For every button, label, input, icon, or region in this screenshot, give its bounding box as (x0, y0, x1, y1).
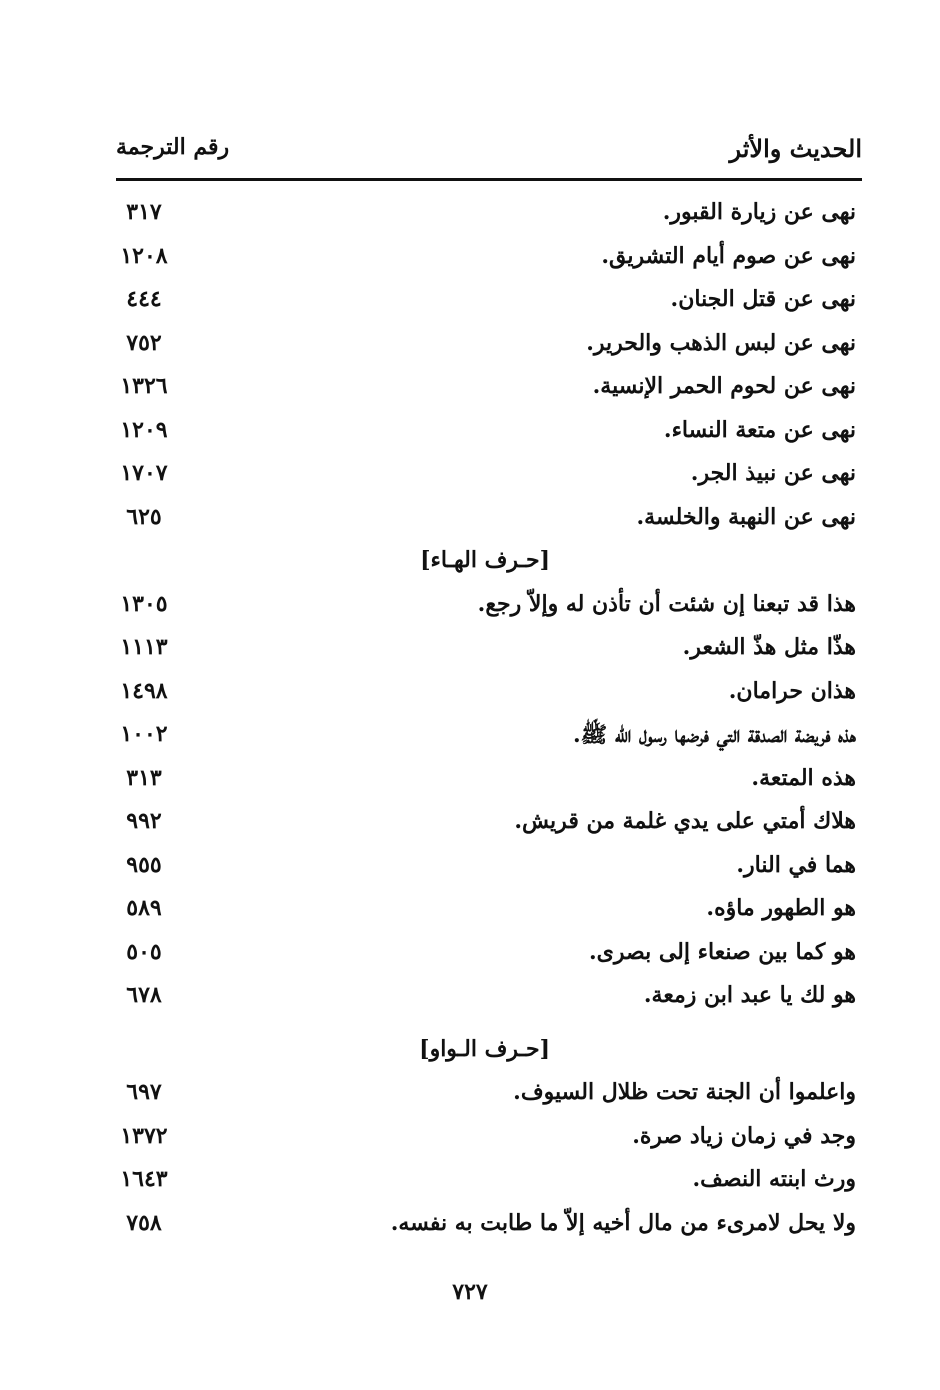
header-rule (116, 178, 862, 181)
index-entry (116, 933, 856, 977)
index-entry (116, 846, 856, 890)
index-entry (116, 498, 856, 542)
entry-number: ١٠٠٢ (120, 721, 168, 747)
header-column-label: رقم الترجمة (116, 134, 230, 160)
section-heading (116, 1030, 856, 1074)
entry-text: هذه المتعة. (751, 764, 856, 791)
entry-number: ١٣٢٦ (120, 373, 168, 399)
entry-number: ٤٤٤ (126, 286, 162, 312)
entry-text: نهى عن قتل الجنان. (670, 286, 856, 312)
index-entry (116, 585, 856, 629)
entry-number: ٧٥٨ (126, 1209, 162, 1236)
entry-number: ١٦٤٣ (120, 1166, 168, 1192)
entry-text: هذّا مثل هذّ الشعر. (682, 634, 856, 660)
entry-text: ولا يحل لامرىء من مال أخيه إلاّ ما طابت به نفسه. (390, 1209, 856, 1236)
entry-text: نهى عن لبس الذهب والحرير. (586, 329, 856, 356)
entry-text: ورث ابنته النصف. (692, 1166, 856, 1192)
entry-text: نهى عن لحوم الحمر الإنسية. (592, 373, 856, 399)
index-entry (116, 1160, 856, 1204)
index-entry (116, 889, 856, 933)
index-entry (116, 237, 856, 281)
index-entry (116, 324, 856, 368)
entry-number: ٣١٧ (126, 199, 162, 225)
entry-text: هو لك يا عبد ابن زمعة. (643, 982, 856, 1008)
entry-number: ٥٠٥ (126, 938, 162, 965)
index-entry (116, 193, 856, 237)
entry-number: ١٧٠٧ (120, 460, 168, 486)
entry-number: ٩٥٥ (126, 851, 162, 878)
entry-text: وجد في زمان زياد صرة. (632, 1122, 856, 1149)
index-entry (116, 802, 856, 846)
entry-number: ٦٧٨ (126, 982, 162, 1008)
entry-number: ١٣٧٢ (120, 1122, 168, 1149)
entry-number: ٦٩٧ (126, 1079, 162, 1105)
section-heading-label: [حـرف الهـاء] (420, 547, 550, 573)
index-entry (116, 976, 856, 1020)
entry-number: ٧٥٢ (126, 329, 162, 356)
index-entry (116, 759, 856, 803)
entry-number: ٣١٣ (126, 764, 162, 791)
entry-number: ١٢٠٨ (120, 242, 168, 269)
index-entries (116, 193, 856, 1247)
header-title: الحديث والأثر (729, 134, 862, 163)
entry-text: هلاك أمتي على يدي غلمة من قريش. (514, 808, 856, 834)
entry-number: ١١١٣ (120, 634, 168, 660)
entry-text: واعلموا أن الجنة تحت ظلال السيوف. (513, 1079, 856, 1105)
running-header (116, 130, 862, 170)
section-heading (116, 541, 856, 585)
entry-number: ٩٩٢ (126, 808, 162, 834)
section-heading-label: [حـرف الـواو] (419, 1035, 550, 1062)
entry-text: نهى عن نبيذ الجر. (690, 460, 856, 486)
entry-text: نهى عن زيارة القبور. (662, 199, 856, 225)
index-entry (116, 454, 856, 498)
entry-text: هو كما بين صنعاء إلى بصرى. (588, 938, 856, 965)
entry-text: هذه فريضة الصدقة التي فرضها رسول الله ﷺ. (573, 722, 856, 748)
entry-number: ١٤٩٨ (120, 677, 168, 704)
entry-text: نهى عن متعة النساء. (663, 416, 856, 443)
index-entry (116, 672, 856, 716)
entry-text: هذا قد تبعنا إن شئت أن تأذن له وإلاّ رجع. (477, 590, 856, 617)
entry-number: ١٢٠٩ (120, 416, 168, 443)
index-entry (116, 715, 856, 759)
page-number: ٧٢٧ (452, 1279, 488, 1305)
entry-text: هذان حرامان. (728, 677, 856, 704)
index-entry (116, 1204, 856, 1248)
index-entry (116, 411, 856, 455)
entry-text: نهى عن صوم أيام التشريق. (601, 242, 856, 269)
entry-text: هو الطهور ماؤه. (706, 895, 856, 921)
entry-number: ٥٨٩ (126, 895, 162, 921)
entry-text: نهى عن النهبة والخلسة. (636, 503, 856, 530)
index-entry (116, 1073, 856, 1117)
index-entry (116, 367, 856, 411)
index-entry (116, 628, 856, 672)
entry-text: هما في النار. (736, 851, 856, 878)
entry-number: ١٣٠٥ (120, 590, 168, 617)
entry-number: ٦٢٥ (126, 503, 162, 530)
index-entry (116, 280, 856, 324)
index-entry (116, 1117, 856, 1161)
